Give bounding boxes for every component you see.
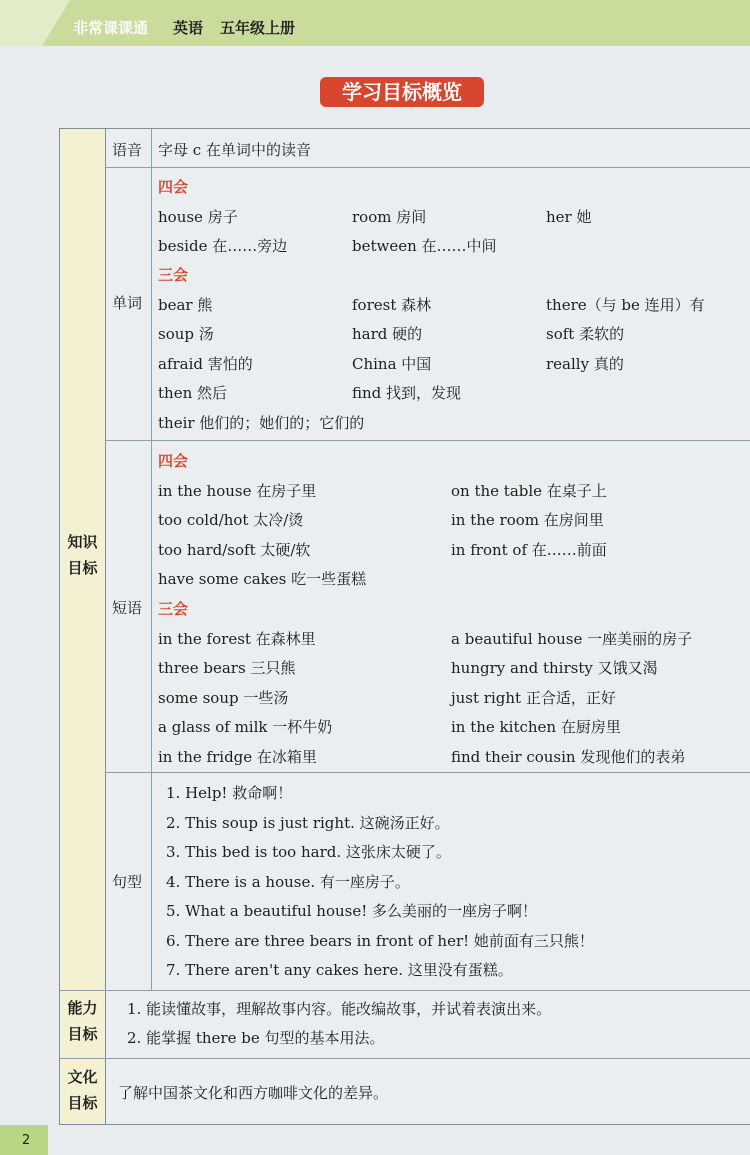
word-item: their 他们的；她们的；它们的 <box>158 414 365 432</box>
phrase-item: have some cakes 吃一些蛋糕 <box>158 570 367 588</box>
main-label-column <box>60 129 106 1124</box>
sentence-item: 2. This soup is just right. 这碗汤正好。 <box>166 814 450 832</box>
word-item: hard 硬的 <box>352 325 423 343</box>
word-item: find 找到，发现 <box>352 384 462 402</box>
sub-divider <box>151 129 152 990</box>
phrase-item: on the table 在桌子上 <box>451 482 607 500</box>
phrase-item: in the house 在房子里 <box>158 482 317 500</box>
row-divider <box>60 1058 750 1059</box>
phrase-item: too hard/soft 太硬/软 <box>158 541 311 559</box>
word-item: China 中国 <box>352 355 432 373</box>
culture-label: 文化 目标 <box>67 1068 98 1112</box>
page-number-tab <box>0 1125 48 1155</box>
row-divider <box>106 440 750 441</box>
word-item: room 房间 <box>352 208 427 226</box>
word-item: bear 熊 <box>158 296 213 314</box>
phrase-item: three bears 三只熊 <box>158 659 296 677</box>
phrase-item: find their cousin 发现他们的表弟 <box>451 748 686 766</box>
objectives-table <box>59 128 750 1125</box>
sentence-item: 7. There aren't any cakes here. 这里没有蛋糕。 <box>166 961 513 979</box>
sentence-item: 4. There is a house. 有一座房子。 <box>166 873 410 891</box>
phrase-item: in the forest 在森林里 <box>158 630 316 648</box>
word-item: her 她 <box>546 208 592 226</box>
word-item: between 在……中间 <box>352 237 497 255</box>
sentence-item: 5. What a beautiful house! 多么美丽的一座房子啊！ <box>166 902 538 920</box>
words-label: 单词 <box>112 294 143 312</box>
word-item: soup 汤 <box>158 325 214 343</box>
ability-item: 2. 能掌握 there be 句型的基本用法。 <box>127 1029 385 1047</box>
page-number: 2 <box>22 1133 31 1148</box>
phrase-item: in the kitchen 在厨房里 <box>451 718 621 736</box>
ability-label: 能力 目标 <box>67 999 98 1043</box>
phrase-item: a beautiful house 一座美丽的房子 <box>451 630 693 648</box>
word-item: afraid 害怕的 <box>158 355 253 373</box>
words-level4: 四会 <box>158 178 189 196</box>
word-item: there（与 be 连用）有 <box>546 296 705 314</box>
phrase-item: some soup 一些汤 <box>158 689 289 707</box>
phrases-label: 短语 <box>112 599 143 617</box>
header-bar <box>0 0 750 46</box>
page-title: 学习目标概览 <box>320 77 484 107</box>
phrase-item: hungry and thirsty 又饿又渴 <box>451 659 658 677</box>
pronunciation-text: 字母 c 在单词中的读音 <box>158 141 311 159</box>
word-item: beside 在……旁边 <box>158 237 288 255</box>
knowledge-label: 知识 目标 <box>67 533 98 577</box>
word-item: house 房子 <box>158 208 238 226</box>
phrases-level4: 四会 <box>158 452 189 470</box>
row-divider <box>60 990 750 991</box>
sentence-item: 3. This bed is too hard. 这张床太硬了。 <box>166 843 451 861</box>
phrases-level3: 三会 <box>158 600 189 618</box>
series-name: 非常课课通 <box>73 19 149 37</box>
words-level3: 三会 <box>158 266 189 284</box>
word-item: then 然后 <box>158 384 227 402</box>
sentence-item: 1. Help! 救命啊！ <box>166 784 293 802</box>
phrase-item: in the fridge 在冰箱里 <box>158 748 317 766</box>
word-item: forest 森林 <box>352 296 432 314</box>
phrase-item: too cold/hot 太冷/烫 <box>158 511 304 529</box>
phrase-item: in front of 在……前面 <box>451 541 607 559</box>
row-divider <box>106 772 750 773</box>
word-item: really 真的 <box>546 355 624 373</box>
culture-text: 了解中国茶文化和西方咖啡文化的差异。 <box>118 1084 389 1102</box>
leaf-decoration <box>0 0 70 46</box>
grade-name: 五年级上册 <box>220 19 296 37</box>
pronunciation-label: 语音 <box>112 141 143 159</box>
phrase-item: a glass of milk 一杯牛奶 <box>158 718 333 736</box>
row-divider <box>106 167 750 168</box>
sentence-item: 6. There are three bears in front of her! 她前面有三只熊！ <box>166 932 594 950</box>
subject-name: 英语 <box>173 19 204 37</box>
word-item: soft 柔软的 <box>546 325 625 343</box>
phrase-item: in the room 在房间里 <box>451 511 604 529</box>
ability-item: 1. 能读懂故事，理解故事内容。能改编故事，并试着表演出来。 <box>127 1000 552 1018</box>
sentences-label: 句型 <box>112 873 143 891</box>
phrase-item: just right 正合适，正好 <box>451 689 616 707</box>
